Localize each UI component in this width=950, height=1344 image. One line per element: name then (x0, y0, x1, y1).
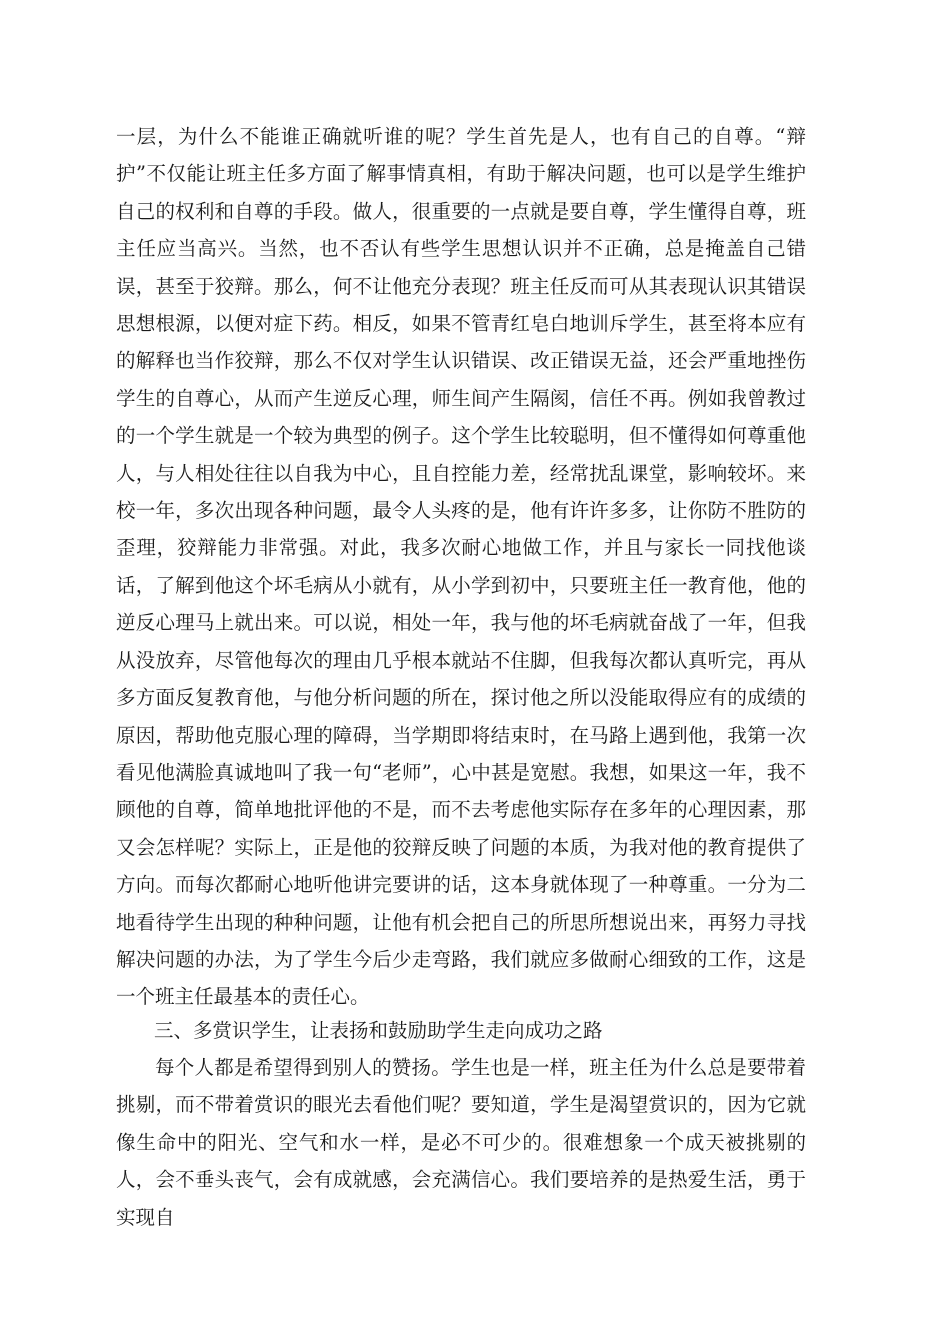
body-paragraph: 每个人都是希望得到别人的赞扬。学生也是一样，班主任为什么总是要带着挑剔，而不带着赏识的眼光去看他们呢？要知道，学生是渴望赏识的，因为它就像生命中的阳光、空气和水一样，是必不可少的。很难想象一个成天被挑剔的人，会不垂头丧气，会有成就感，会充满信心。我们要培养的是热爱生活，勇于实现自 (116, 1056, 806, 1229)
section-heading: 三、多赏识学生，让表扬和鼓励助学生走向成功之路 (154, 1019, 603, 1042)
body-paragraph-continued: 一层，为什么不能谁正确就听谁的呢？学生首先是人，也有自己的自尊。“辩护”不仅能让班主任多方面了解事情真相，有助于解决问题，也可以是学生维护自己的权利和自尊的手段。做人，很重要的一点就是要自尊，学生懂得自尊，班主任应当高兴。当然，也不否认有些学生思想认识并不正确，总是掩盖自己错误，甚至于狡辩。那么，何不让他充分表现？班主任反而可从其表现认识其错误思想根源，以便对症下药。相反，如果不管青红皂白地训斥学生，甚至将本应有的解释也当作狡辩，那么不仅对学生认识错误、改正错误无益，还会严重地挫伤学生的自尊心，从而产生逆反心理，师生间产生隔阂，信任不再。例如我曾教过的一个学生就是一个较为典型的例子。这个学生比较聪明，但不懂得如何尊重他人，与人相处往往以自我为中心，且自控能力差，经常扰乱课堂，影响较坏。来校一年，多次出现各种问题，最令人头疼的是，他有许许多多，让你防不胜防的歪理，狡辩能力非常强。对此，我多次耐心地做工作，并且与家长一同找他谈话，了解到他这个坏毛病从小就有，从小学到初中，只要班主任一教育他，他的逆反心理马上就出来。可以说，相处一年，我与他的坏毛病就奋战了一年，但我从没放弃，尽管他每次的理由几乎根本就站不住脚，但我每次都认真听完，再从多方面反复教育他，与他分析问题的所在，探讨他之所以没能取得应有的成绩的原因，帮助他克服心理的障碍，当学期即将结束时，在马路上遇到他，我第一次看见他满脸真诚地叫了我一句“老师”，心中甚是宽慰。我想，如果这一年，我不顾他的自尊，简单地批评他的不是，而不去考虑他实际存在多年的心理因素，那又会怎样呢？实际上，正是他的狡辩反映了问题的本质，为我对他的教育提供了方向。而每次都耐心地听他讲完要讲的话，这本身就体现了一种尊重。一分为二地看待学生出现的种种问题，让他有机会把自己的所思所想说出来，再努力寻找解决问题的办法，为了学生今后少走弯路，我们就应多做耐心细致的工作，这是一个班主任最基本的责任心。 (116, 125, 806, 1009)
